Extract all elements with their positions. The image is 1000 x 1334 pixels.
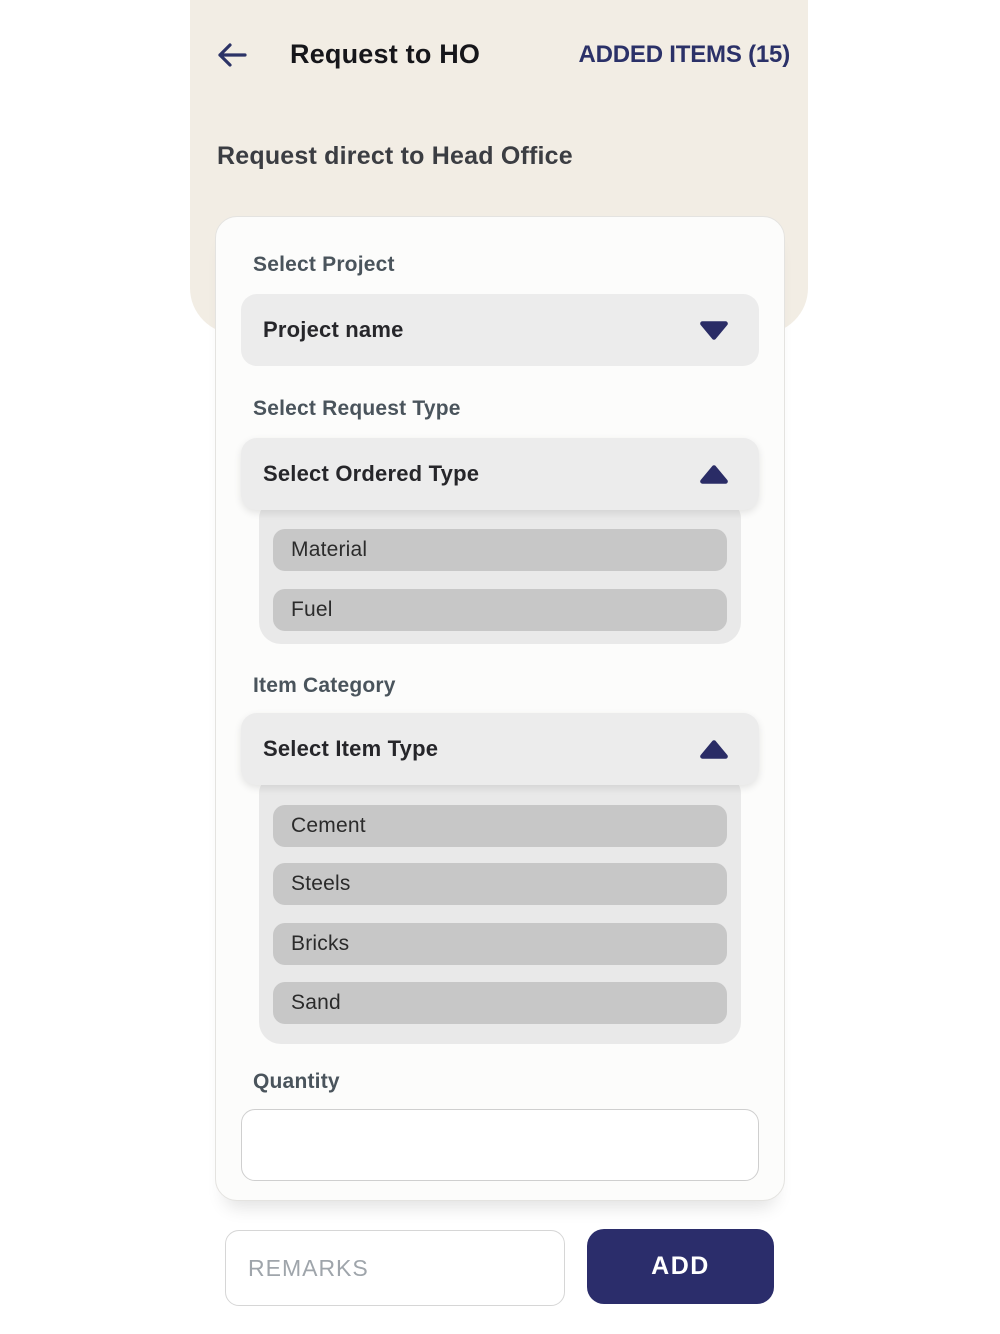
top-bar bbox=[190, 30, 808, 82]
quantity-input[interactable] bbox=[241, 1109, 759, 1181]
request-type-option-material[interactable] bbox=[273, 529, 727, 571]
item-category-select[interactable] bbox=[241, 713, 759, 785]
page-subtitle: Request direct to Head Office bbox=[217, 142, 573, 170]
option-label: Fuel bbox=[291, 598, 333, 621]
added-items-link[interactable]: ADDED ITEMS (15) bbox=[578, 41, 790, 68]
option-label: Steels bbox=[291, 872, 351, 895]
item-category-select-placeholder: Select Item Type bbox=[263, 736, 439, 761]
chevron-down-icon bbox=[699, 320, 729, 341]
item-option-bricks[interactable] bbox=[273, 923, 727, 965]
add-button[interactable]: ADD bbox=[587, 1229, 774, 1304]
item-category-label: Item Category bbox=[253, 674, 396, 697]
item-option-cement[interactable] bbox=[273, 805, 727, 847]
select-project-label: Select Project bbox=[253, 253, 395, 276]
back-button[interactable] bbox=[214, 38, 250, 72]
project-select-value: Project name bbox=[263, 317, 404, 342]
item-option-steels[interactable] bbox=[273, 863, 727, 905]
chevron-up-icon bbox=[699, 464, 729, 485]
arrow-left-icon bbox=[215, 39, 249, 71]
quantity-label: Quantity bbox=[253, 1070, 340, 1093]
request-type-select-placeholder: Select Ordered Type bbox=[263, 461, 480, 486]
item-category-dropdown-panel bbox=[259, 777, 741, 1044]
request-type-select[interactable] bbox=[241, 438, 759, 510]
request-type-option-fuel[interactable] bbox=[273, 589, 727, 631]
request-type-dropdown-panel bbox=[259, 502, 741, 644]
remarks-input[interactable] bbox=[225, 1230, 565, 1306]
option-label: Bricks bbox=[291, 932, 350, 955]
select-request-type-label: Select Request Type bbox=[253, 397, 461, 420]
chevron-up-icon bbox=[699, 739, 729, 760]
item-option-sand[interactable] bbox=[273, 982, 727, 1024]
page-title: Request to HO bbox=[290, 39, 481, 69]
option-label: Cement bbox=[291, 814, 366, 837]
project-select[interactable] bbox=[241, 294, 759, 366]
option-label: Material bbox=[291, 538, 368, 561]
option-label: Sand bbox=[291, 991, 341, 1014]
request-form-card bbox=[215, 216, 785, 1201]
